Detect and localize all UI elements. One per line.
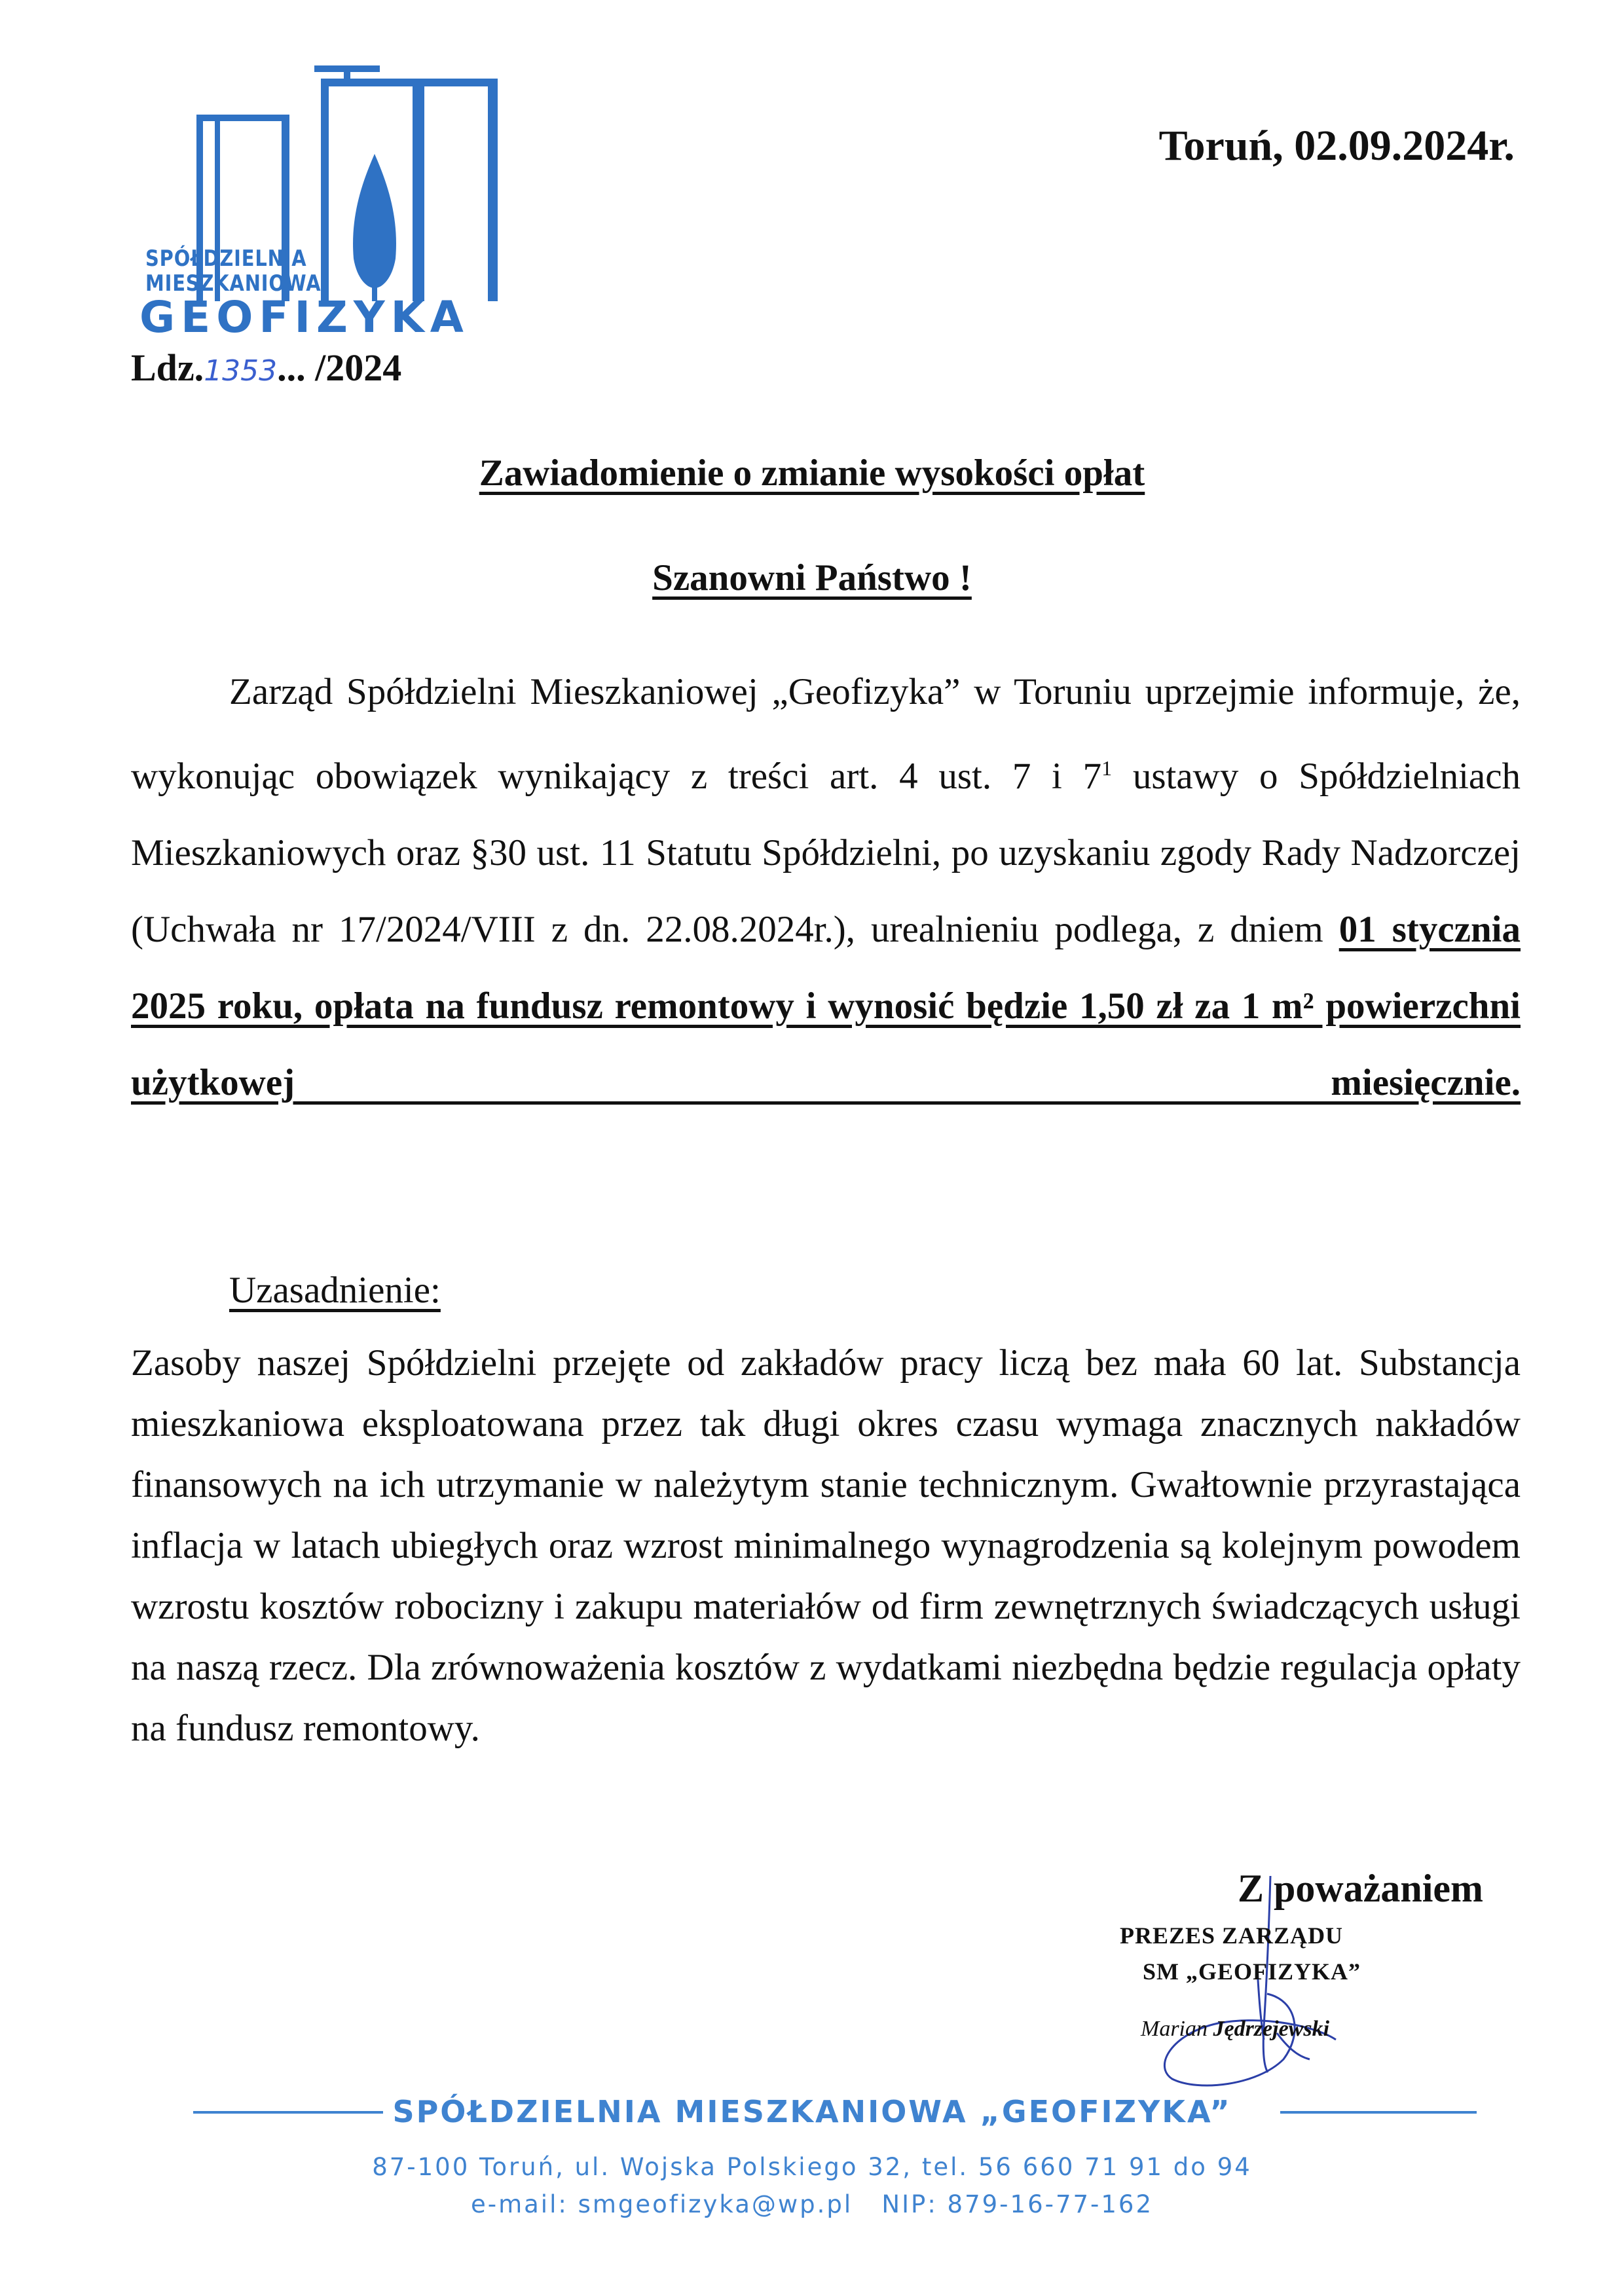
ldz-prefix: Ldz. — [131, 346, 204, 389]
closing-regards: Z poważaniem — [1238, 1867, 1483, 1910]
document-title: Zawiadomienie o zmianie wysokości opłat — [479, 452, 1145, 494]
reference-number — [131, 346, 401, 390]
paragraph-bold-text: 01 stycznia 2025 roku, opłata na fundusz remontowy i wynosić będzie 1,50 zł za 1 m² powierzchni użytkowej miesięcznie. — [131, 909, 1521, 1103]
stamp-org: SM „GEOFIZYKA” — [1143, 1958, 1361, 1985]
main-paragraph — [131, 653, 1521, 1121]
stamp-name — [1141, 2017, 1329, 2042]
footer-contact: e-mail: smgeofizyka@wp.pl NIP: 879-16-77-162 — [470, 2190, 1154, 2218]
footer-org-name: SPÓŁDZIELNIA MIESZKANIOWA „GEOFIZYKA” — [392, 2094, 1232, 2129]
ldz-suffix: ... /2024 — [277, 346, 402, 389]
stamp-role: PREZES ZARZĄDU — [1120, 1922, 1344, 1949]
footer-address: 87-100 Toruń, ul. Wojska Polskiego 32, tel. 56 660 71 91 do 94 — [372, 2153, 1252, 2181]
logo-line2: MIESZKANIOWA — [145, 270, 322, 297]
place-date: Toruń, 02.09.2024r. — [1158, 122, 1515, 170]
justification-paragraph: Zasoby naszej Spółdzielni przejęte od zakładów pracy liczą bez mała 60 lat. Substancja mieszkaniowa eksploatowana przez tak długi okres czasu wymaga znacznych nakładów finansowych na ich utrzymanie w należytym stanie technicznym. Gwałtownie przyrastająca inflacja w latach ubiegłych oraz wzrost minimalnego wynagrodzenia są kolejnym powodem wzrostu kosztów robocizny i zakupu materiałów od firm zewnętrznych świadczących usługi na naszą rzecz. Dla zrównoważenia kosztów z wydatkami niezbędna będzie regulacja opłaty na fundusz remontowy. — [131, 1342, 1521, 1749]
paragraph-text-middle: ustawy o Spółdzielniach Mieszkaniowych oraz §30 ust. 11 Statutu Spółdzielni, po uzyskaniu zgody Rady Nadzorczej (Uchwała nr 17/2024/VIII z dn. 22.08.2024r.), urealnieniu podlega, z dniem — [131, 756, 1521, 950]
ldz-handwritten-number: 1353 — [204, 354, 278, 388]
greeting: Szanowni Państwo ! — [652, 557, 972, 598]
justification-label: Uzasadnienie: — [229, 1270, 441, 1311]
stamp-first-name: Marian — [1141, 2017, 1213, 2041]
stamp-last-name: Jędrzejewski — [1213, 2017, 1330, 2041]
logo-line1: SPÓŁDZIELNIA — [145, 246, 307, 272]
paragraph-text-before: Zarząd Spółdzielni Mieszkaniowej „Geofizyka” w Toruniu uprzejmie informuje, że, wykonując obowiązek wynikający z treści art. 4 ust. 7 i 7 — [131, 671, 1521, 797]
superscript: 1 — [1101, 756, 1113, 780]
logo-name: GEOFIZYKA — [139, 292, 470, 342]
